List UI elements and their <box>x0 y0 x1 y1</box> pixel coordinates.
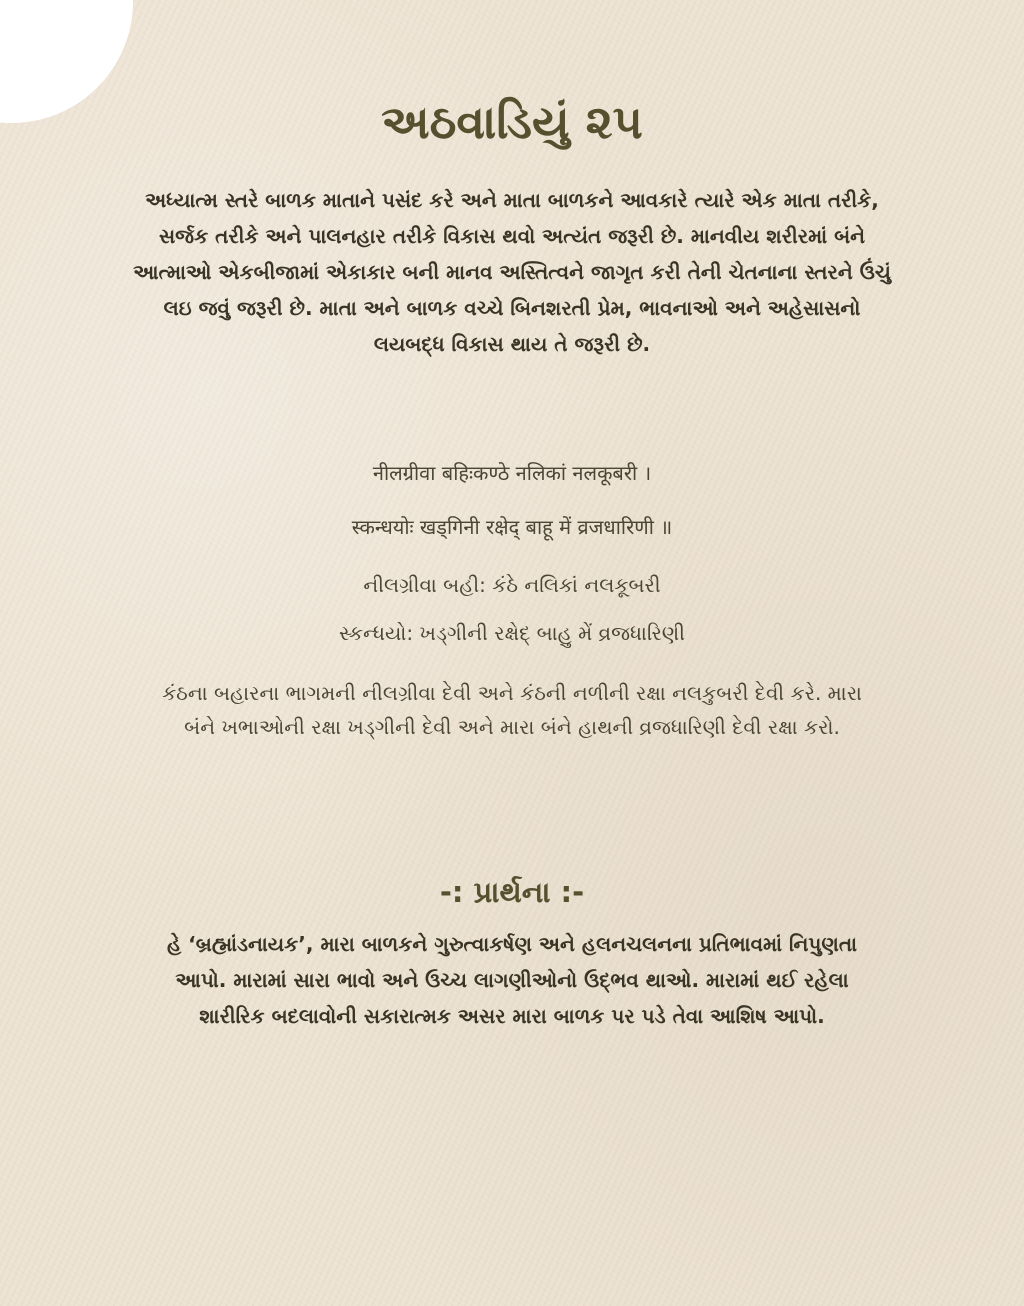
shloka-sanskrit-line-2: स्कन्धयोः खड्गिनी रक्षेद् बाहू में व्रजधारिणी ॥ <box>351 515 673 539</box>
intro-paragraph: અધ્યાત્મ સ્તરે બાળક માતાને પસંદ કરે અને માતા બાળકને આવકારે ત્યારે એક માતા તરીકે, સર્જક તરીકે અને પાલનહાર તરીકે વિકાસ થવો અત્યંત જરૂરી છે. માનવીય શરીરમાં બંને આત્માઓ એકબીજામાં એકાકાર બની માનવ અસ્તિત્વને જાગૃત કરી તેની ચેતનાના સ્તરને ઉંચું લઇ જવું જરૂરી છે. માતા અને બાળક વચ્ચે બિનશરતી પ્રેમ, ભાવનાઓ અને અહેસાસનો લયબદ્ધ વિકાસ થાય તે જરૂરી છે. <box>133 188 891 356</box>
prayer-body: મારા બાળકને ગુરુત્વાકર્ષણ અને હલનચલનના પ્રતિભાવમાં નિપુણતા આપો. મારામાં સારા ભાવો અને ઉચ્ચ લાગણીઓનો ઉદ્ભવ થાઓ. મારામાં થઈ રહેલા શારીરિક બદલાવોની સકારાત્મક અસર મારા બાળક પર પડે તેવા આશિષ આપો. <box>175 932 858 1028</box>
shloka-meaning: કંઠના બહારના ભાગમની નીલગ્રીવા દેવી અને કંઠની નળીની રક્ષા નલકુબરી દેવી કરે. મારા બંને ખભાઓની રક્ષા ખડ્ગીની દેવી અને મારા બંને હાથની વ્રજધારિણી દેવી રક્ષા કરો. <box>162 681 862 739</box>
page-title: અઠવાડિયું ૨૫ <box>381 95 643 149</box>
shloka-sanskrit-line-1: नीलग्रीवा बहिःकण्ठे नलिकां नलकूबरी । <box>372 461 652 485</box>
shloka-gujarati-line-2: સ્કન્ધયો: ખડ્ગીની રક્ષેદ્ બાહુ મેં વ્રજધારિણી <box>339 621 685 645</box>
shloka-gujarati-line-1: નીલગ્રીવા બહી: કંઠે નલિકાં નલકૂબરી <box>363 573 661 597</box>
prayer-paragraph <box>140 926 884 1034</box>
prayer-heading: -: પ્રાર્થના :- <box>439 875 585 909</box>
prayer-invocation: હે ‘બ્રહ્માંડનાયક’, <box>166 932 314 956</box>
